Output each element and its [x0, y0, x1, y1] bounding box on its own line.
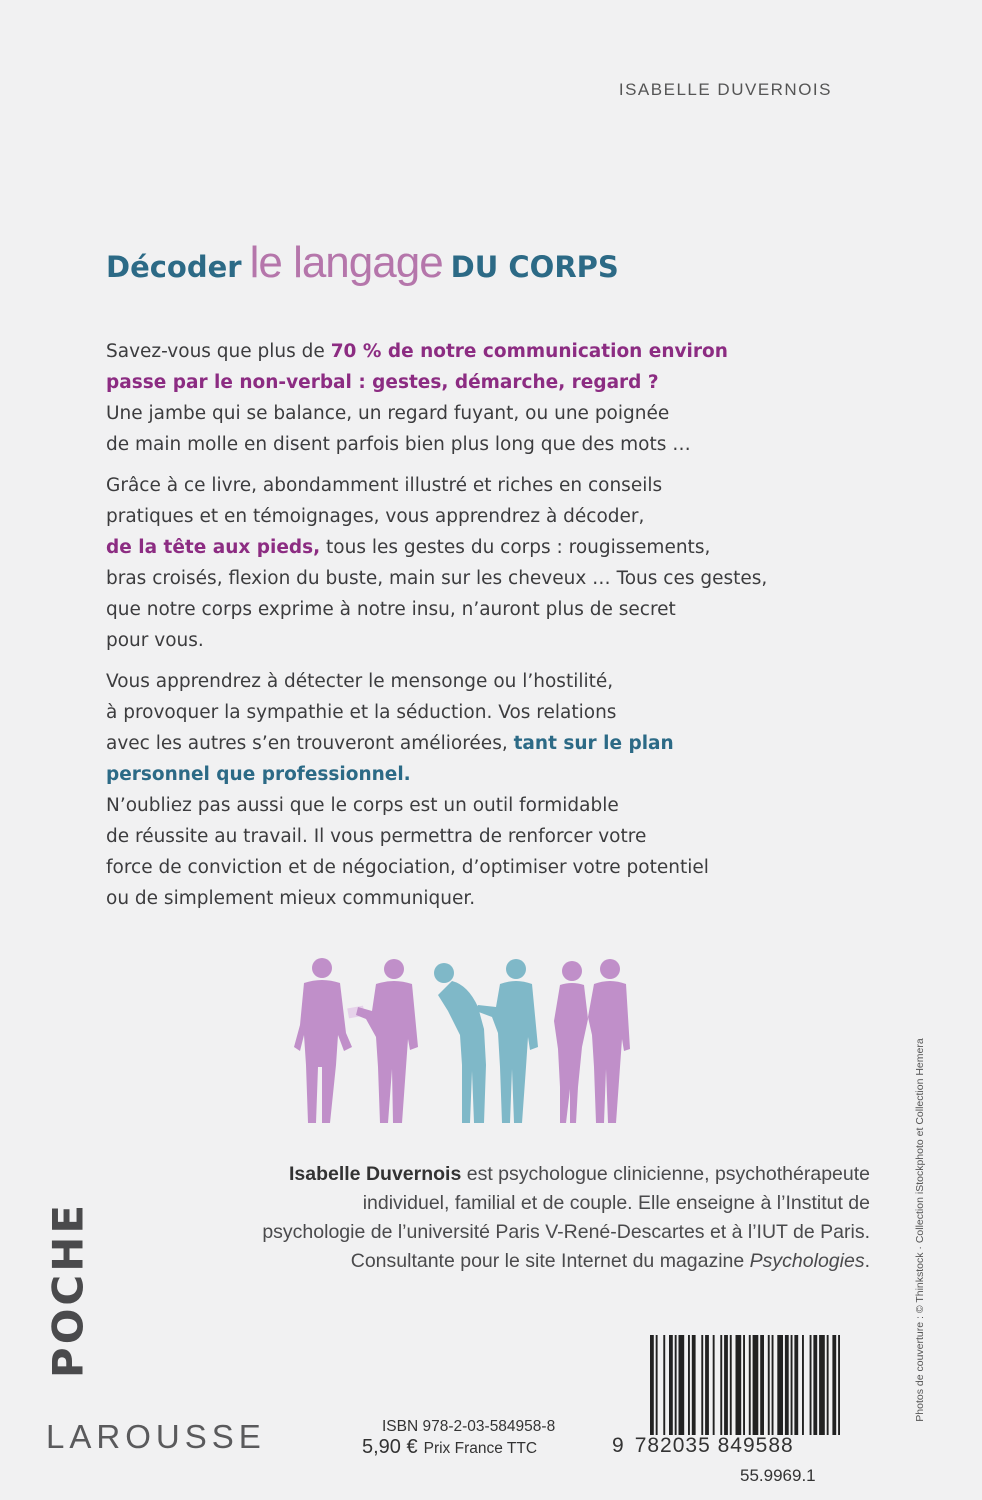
barcode-bar — [832, 1335, 836, 1435]
price — [362, 1436, 537, 1459]
blurb-line: Vous apprendrez à détecter le mensonge ou l’hostilité, — [106, 671, 614, 692]
barcode-bar — [650, 1335, 654, 1435]
blurb-line: Grâce à ce livre, abondamment illustré et riches en conseils — [106, 475, 663, 496]
barcode-bar — [838, 1335, 840, 1435]
blurb-text: avec les autres s’en trouveront améliorées, — [106, 733, 514, 754]
author-bio — [110, 1160, 870, 1276]
author-name-header: ISABELLE DUVERNOIS — [618, 80, 832, 99]
blurb-line: de main molle en disent parfois bien plus long que des mots … — [106, 434, 691, 455]
barcode-bar — [743, 1335, 745, 1435]
figure-woman — [554, 961, 588, 1123]
isbn-number: ISBN 978-2-03-584958-8 — [382, 1418, 556, 1435]
blurb-line: force de conviction et de négociation, d’optimiser votre potentiel — [106, 857, 709, 878]
barcode-digits — [612, 1434, 794, 1458]
blurb-text: tous les gestes du corps : rougissements, — [320, 537, 711, 558]
barcode-bar — [819, 1335, 825, 1435]
bio-magazine-name: Psychologies — [749, 1250, 865, 1272]
silhouettes-illustration — [292, 955, 632, 1125]
blurb-highlight-line: personnel que professionnel. — [106, 764, 411, 785]
barcode-bar — [753, 1335, 759, 1435]
figure-man-center — [356, 959, 418, 1123]
barcode-bar — [720, 1335, 722, 1435]
bio-line — [110, 1160, 870, 1189]
series-text: POCHE — [43, 1201, 93, 1379]
blurb-line: ou de simplement mieux communiquer. — [106, 888, 476, 909]
barcode-bar — [777, 1335, 783, 1435]
barcode-bar — [663, 1335, 665, 1435]
barcode-bar — [772, 1335, 774, 1435]
bio-text: est psychologue clinicienne, psychothérapeute — [461, 1163, 870, 1185]
bio-line — [110, 1247, 870, 1276]
blurb-line: de réussite au travail. Il vous permettra de renforcer votre — [106, 826, 647, 847]
barcode-bar — [768, 1335, 770, 1435]
figure-man-bowing — [434, 963, 486, 1123]
blurb-line: Une jambe qui se balance, un regard fuyant, ou une poignée — [106, 403, 670, 424]
publisher-logo: LAROUSSE — [46, 1418, 266, 1455]
barcode-bar — [785, 1335, 789, 1435]
figure-man-left — [294, 958, 352, 1123]
bio-text: Consultante pour le site Internet du magazine — [350, 1250, 750, 1272]
blurb-paragraph-2 — [106, 470, 896, 656]
book-title — [106, 238, 886, 288]
barcode-bar — [813, 1335, 817, 1435]
blurb-paragraph-3 — [106, 666, 896, 914]
figure-man-right — [588, 959, 630, 1123]
blurb-line: que notre corps exprime à notre insu, n’auront plus de secret — [106, 599, 676, 620]
barcode-bar — [802, 1335, 804, 1435]
barcode-bar — [705, 1335, 709, 1435]
blurb — [106, 336, 896, 924]
blurb-line: N’oubliez pas aussi que le corps est un outil formidable — [106, 795, 619, 816]
bio-line: individuel, familial et de couple. Elle enseigne à l’Institut de — [362, 1192, 870, 1214]
title-part-decoder: Décoder — [106, 250, 242, 284]
barcode-bar — [760, 1335, 764, 1435]
barcode-bar — [656, 1335, 658, 1435]
photo-credits — [900, 970, 940, 1490]
blurb-highlight: 70 % de notre communication environ — [330, 341, 728, 362]
series-label — [40, 1175, 96, 1405]
blurb-line: bras croisés, flexion du buste, main sur les cheveux … Tous ces gestes, — [106, 568, 768, 589]
blurb-highlight-line: passe par le non-verbal : gestes, démarche, regard ? — [106, 372, 659, 393]
blurb-line: pour vous. — [106, 630, 204, 651]
blurb-line — [106, 336, 896, 367]
blurb-highlight: tant sur le plan — [513, 733, 674, 754]
barcode-bar — [692, 1335, 696, 1435]
price-amount: 5,90 € — [362, 1436, 418, 1458]
barcode-bar — [749, 1335, 751, 1435]
blurb-text: Savez-vous que plus de — [106, 341, 331, 362]
figure-man-pointing — [476, 959, 538, 1123]
blurb-paragraph-1 — [106, 336, 896, 460]
blurb-highlight: de la tête aux pieds, — [106, 537, 321, 558]
barcode-bar — [791, 1335, 793, 1435]
barcode-bar — [736, 1335, 742, 1435]
bio-text: . — [864, 1250, 870, 1272]
barcode-bar — [701, 1335, 703, 1435]
barcode-main-digits: 782035 849588 — [634, 1434, 794, 1457]
barcode-bar — [713, 1335, 715, 1435]
barcode-first-digit: 9 — [612, 1434, 625, 1457]
barcode-bar — [827, 1335, 829, 1435]
title-part-corps: DU CORPS — [450, 250, 619, 284]
product-code: 55.9969.1 — [740, 1466, 816, 1485]
bio-line: psychologie de l’université Paris V-René-Descartes et à l’IUT de Paris. — [262, 1221, 870, 1243]
barcode-bar — [810, 1335, 812, 1435]
barcode-bar — [679, 1335, 685, 1435]
barcode-bar — [669, 1335, 673, 1435]
bio-author-name: Isabelle Duvernois — [288, 1163, 462, 1185]
barcode-bar — [794, 1335, 798, 1435]
title-part-langage: le langage — [249, 238, 443, 287]
barcode-bar — [730, 1335, 732, 1435]
blurb-line — [106, 728, 896, 759]
barcode-bar — [724, 1335, 728, 1435]
blurb-line — [106, 532, 896, 563]
barcode-bar — [675, 1335, 677, 1435]
photo-credits-text: Photos de couverture : © Thinkstock · Collection iStockphoto et Collection Hemera — [914, 1038, 926, 1422]
barcode — [650, 1335, 890, 1435]
barcode-bar — [688, 1335, 690, 1435]
blurb-line: pratiques et en témoignages, vous apprendrez à décoder, — [106, 506, 645, 527]
blurb-line: à provoquer la sympathie et la séduction. Vos relations — [106, 702, 617, 723]
price-label: Prix France TTC — [423, 1440, 538, 1457]
